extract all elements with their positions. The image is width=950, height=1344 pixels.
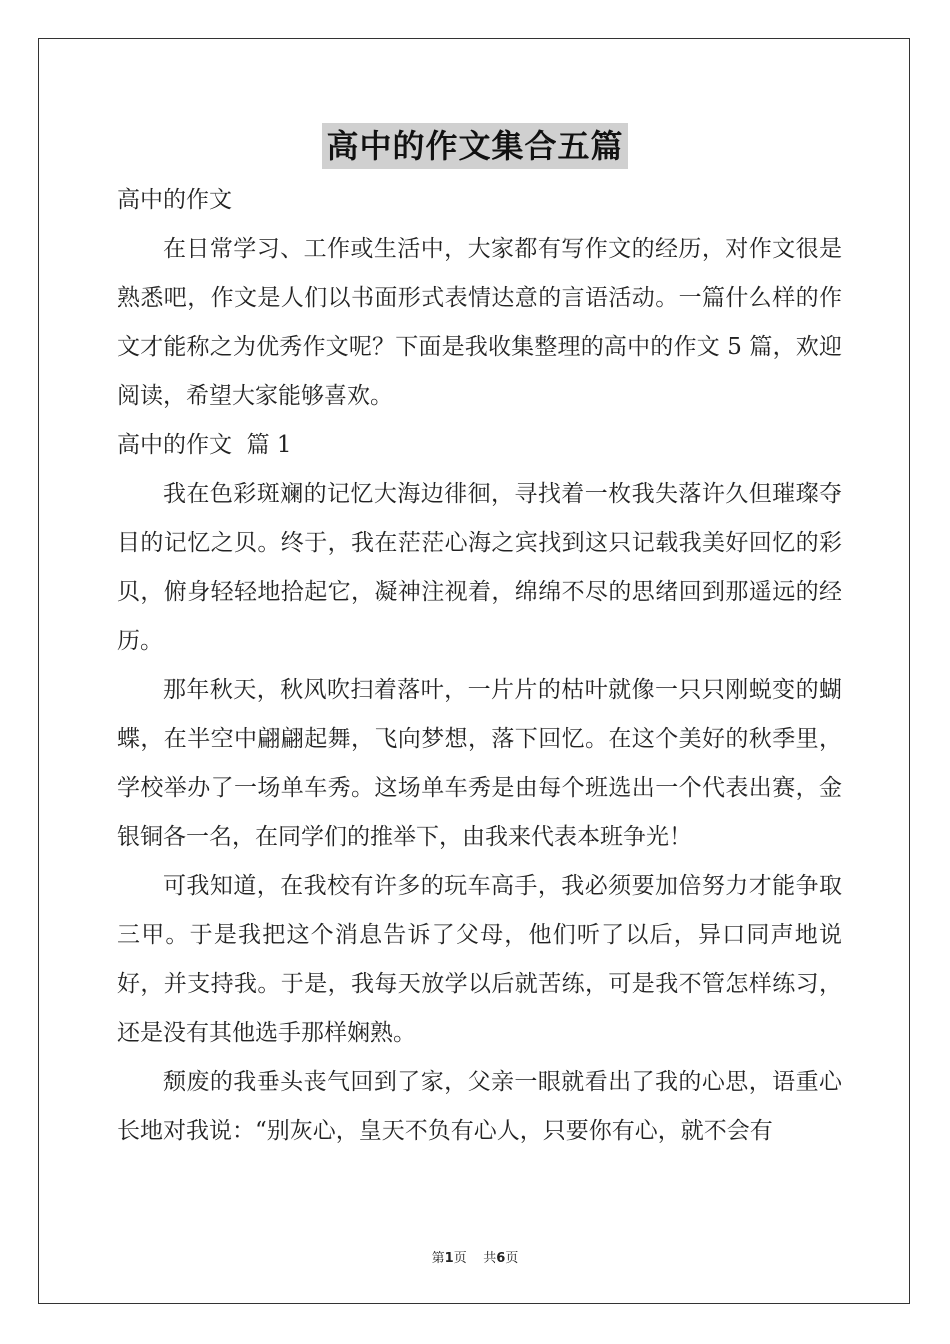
- document-title-wrapper: [0, 123, 950, 169]
- paragraph: 我在色彩斑斓的记忆大海边徘徊，寻找着一枚我失落许久但璀璨夺目的记忆之贝。终于，我在茫茫心海之宾找到这只记载我美好回忆的彩贝，俯身轻轻地拾起它，凝神注视着，绵绵不尽的思绪回到那遥远的经历。: [117, 481, 842, 654]
- document-body: [117, 176, 842, 1156]
- page-current: 1: [444, 1251, 454, 1266]
- page-total: 6: [496, 1251, 506, 1266]
- page-suffix: 页: [453, 1251, 467, 1266]
- paragraph: 那年秋天，秋风吹扫着落叶，一片片的枯叶就像一只只刚蜕变的蝴蝶，在半空中翩翩起舞，飞向梦想，落下回忆。在这个美好的秋季里，学校举办了一场单车秀。这场单车秀是由每个班选出一个代表出赛，金银铜各一名，在同学们的推举下，由我来代表本班争光！: [117, 677, 842, 850]
- page-footer: [0, 1247, 950, 1266]
- section-heading: 高中的作文: [117, 187, 232, 213]
- page-prefix: 第: [431, 1251, 445, 1266]
- section-heading: 高中的作文 篇 1: [117, 432, 292, 458]
- paragraph: 颓废的我垂头丧气回到了家，父亲一眼就看出了我的心思，语重心长地对我说：“别灰心，皇天不负有心人，只要你有心，就不会有: [117, 1069, 842, 1144]
- document-title: 高中的作文集合五篇: [322, 123, 627, 169]
- paragraph: 可我知道，在我校有许多的玩车高手，我必须要加倍努力才能争取三甲。于是我把这个消息告诉了父母，他们听了以后，异口同声地说好，并支持我。于是，我每天放学以后就苦练，可是我不管怎样练习，还是没有其他选手那样娴熟。: [117, 873, 842, 1046]
- paragraph: 在日常学习、工作或生活中，大家都有写作文的经历，对作文很是熟悉吧，作文是人们以书面形式表情达意的言语活动。一篇什么样的作文才能称之为优秀作文呢？下面是我收集整理的高中的作文 5 篇，欢迎阅读，希望大家能够喜欢。: [117, 236, 842, 409]
- total-prefix: 共: [483, 1251, 497, 1266]
- total-suffix: 页: [505, 1251, 519, 1266]
